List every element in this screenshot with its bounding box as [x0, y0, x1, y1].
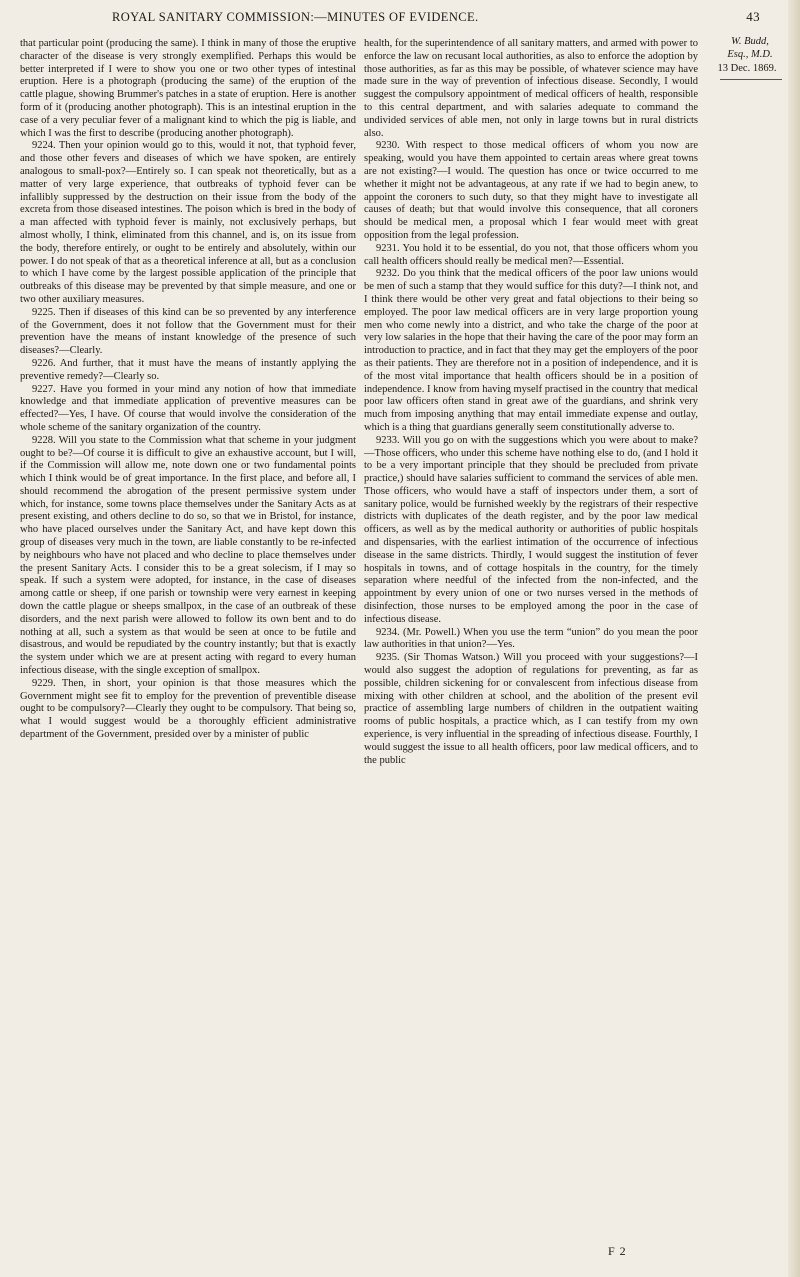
- margin-divider: [720, 79, 782, 80]
- paragraph: that particular point (producing the same). I think in many of those the eruptive character of the disease is very strongly exemplified. Perhaps this would be better interpreted if I were to show you one or two other types of intestinal eruption. Here is a photograph (producing the same) of the eruption of the cattle plague, showing Brummer's patches in a state of eruption. Here is another form of it (producing another photograph). This is an intestinal eruption in the case of a very peculiar fever of a malignant kind to which the pig is liable, and which I was the first to describe (producing another photograph).: [20, 38, 356, 139]
- page-edge: [788, 0, 800, 1277]
- running-title: ROYAL SANITARY COMMISSION:—MINUTES OF EVIDENCE.: [112, 10, 479, 24]
- running-header: [20, 6, 760, 28]
- page-number: 43: [746, 9, 760, 24]
- paragraph: 9229. Then, in short, your opinion is that those measures which the Government might see fit to employ for the prevention of preventible disease ought to be compulsory?—Clearly they ought to be compulsory. That being so, what I would suggest would be a thoroughly efficient administrative department of the Government, presided over by a minister of public: [20, 677, 356, 741]
- paragraph: 9235. (Sir Thomas Watson.) Will you proceed with your suggestions?—I would also suggest the adoption of regulations for preventing, as far as possible, children sickening for or convalescent from infectious disease from mixing with other children at school, and the abolition of the present evil practice of assembling large numbers of children in the outpatient waiting rooms of public hospitals, a practice which, as I can testify from my own experience, is very influential in the spreading of infectious disease. Fourthly, I would suggest the issue to all health officers, poor law medical officers, and to the public: [364, 652, 698, 766]
- evidence-date: 13 Dec. 1869.: [717, 63, 777, 74]
- paragraph: 9230. With respect to those medical officers of whom you now are speaking, would you have them appointed to certain areas where great towns are not existing?—I would. The question has once or twice occurred to me whether it might not be advantageous, at any rate if we had to begin anew, to appoint the coroners to such duty, so that they might have to investigate all causes of death; but that would involve this consequence, that all coroners should be medical men, a proposal which I fear would meet with great opposition from the legal profession.: [364, 140, 698, 241]
- paragraph: 9233. Will you go on with the suggestions which you were about to make?—Those officers, who under this scheme have nothing else to do, (and I hold it to be a very important principle that they should be precluded from private practice,) should have salaries sufficient to command the services of able men. Those officers, who would have a staff of inspectors under them, a sort of sanitary police, would be furnished weekly by the registrars of their respective districts with duplicates of the death register, and by the poor law medical officers, as well as by the medical authority or authorities of public hospitals and dispensaries, with the earliest intimation of the occurrence of infectious disease in the same districts. Thirdly, I would suggest the institution of fever hospitals in towns, and of cottage hospitals in the country, for the timely separation where needful of the infected from the non-infected, and the appointment by every union of one or two nurses versed in the methods of disinfection, those nurses to be employed among the poor in the case of infectious disease.: [364, 434, 698, 625]
- signature-mark: F 2: [608, 1244, 627, 1258]
- paragraph: 9225. Then if diseases of this kind can be so prevented by any interference of the Government, does it not follow that the Government must for their prevention have the means of instant knowledge of the presence of such diseases?—Clearly.: [20, 306, 356, 357]
- paragraph: 9224. Then your opinion would go to this, would it not, that typhoid fever, and those other fevers and diseases of which we have spoken, are entirely analogous to small-pox?—Entirely so. I can speak not theoretically, but as a matter of very large experience, that outbreaks of typhoid fever can be infallibly suppressed by the destruction on their issue from the body of the excreta from those diseased intestines. The poison which is bred in the body of a man affected with typhoid fever is mainly, not exclusively perhaps, but almost wholly, I think, eliminated from this channel, and is, on its issue from the body, therefore entirely, or ought to be entirely and absolutely, within our power. I do not speak of that as a theoretical inference at all, but as a conclusion to which I have come by the largest possible application of the principle that outbreaks of this disease may be prevented by that simple measure, and one or two other auxiliary measures.: [20, 140, 356, 305]
- paragraph: 9226. And further, that it must have the means of instantly applying the preventive remedy?—Clearly so.: [20, 357, 356, 382]
- paragraph: 9231. You hold it to be essential, do you not, that those officers whom you call health officers should really be medical men?—Essential.: [364, 242, 698, 267]
- paragraph: 9228. Will you state to the Commission what that scheme in your judgment ought to be?—Of course it is difficult to give an exhaustive account, but I will, if the Commission will allow me, note down one or two fundamental points which I think would be of great importance. In the first place, and before all, I should recommend the abrogation of the present permissive system under which, for instance, some towns place themselves under the Sanitary Acts as at present existing, and others decline to do so, so that we in Bristol, for instance, who have placed ourselves under the Sanitary Act, and have kept down this group of diseases very much in the town, are liable constantly to be re-infected by neighbours who have not placed and who decline to place themselves under the present Sanitary Acts. I consider this to be a great solecism, if I may so speak. If such a system were adopted, for instance, in the case of diseases among cattle or sheep, if one parish or township were very earnest in keeping down the cattle plague or sheeps smallpox, in the case of an outbreak of these disorders, and the next parish were allowed to follow its own bent and to do nothing at all, such a system as that would be seen at once to be futile and disastrous, and would be repudiated by the country instantly; but that is exactly the system under which we are at present acting with regard to every human infectious disease, with the single exception of smallpox.: [20, 434, 356, 677]
- paragraph: health, for the superintendence of all sanitary matters, and armed with power to enforce the law on recusant local authorities, as also to enforce the adoption by those authorities, as far as this may be possible, of whatever science may have made sure in the way of prevention of infectious disease. Secondly, I would suggest the compulsory appointment of medical officers of health, responsible to this central department, and with salaries adequate to command the undivided services of able men, not only in large towns but in rural districts also.: [364, 38, 698, 139]
- paragraph: 9232. Do you think that the medical officers of the poor law unions would be men of such a stamp that they would suffice for this duty?—I think not, and I think there would be other very great and fatal objections to their being so employed. The poor law medical officers are in very large proportion young men who come newly into a district, and who take the charge of the poor at very low salaries in the hope that their having the care of the poor may form an introduction to practice, and in fact that they may get the employers of the poor as their patients. They are therefore not in a position of independence, and it is of the most vital importance that health officers should be in a position of independence. I know from having myself practised in the country that medical poor law officers often stand in great awe of the guardians, and shrink very much from imposing anything that may entail immediate expense and outlay, which is a thing that guardians generally seem constitutionally adverse to.: [364, 268, 698, 433]
- witness-name: W. Budd,: [731, 36, 769, 47]
- paragraph: 9234. (Mr. Powell.) When you use the term “union” do you mean the poor law authorities in that union?—Yes.: [364, 626, 698, 651]
- margin-note: [706, 36, 784, 80]
- left-column: [20, 38, 356, 742]
- witness-title: Esq., M.D.: [727, 48, 773, 60]
- right-column: [364, 38, 698, 767]
- paragraph: 9227. Have you formed in your mind any notion of how that immediate knowledge and that immediate application of preventive measures can be effected?—Yes, I have. Of course that would involve the consideration of the whole scheme of the sanitary organization of the country.: [20, 383, 356, 433]
